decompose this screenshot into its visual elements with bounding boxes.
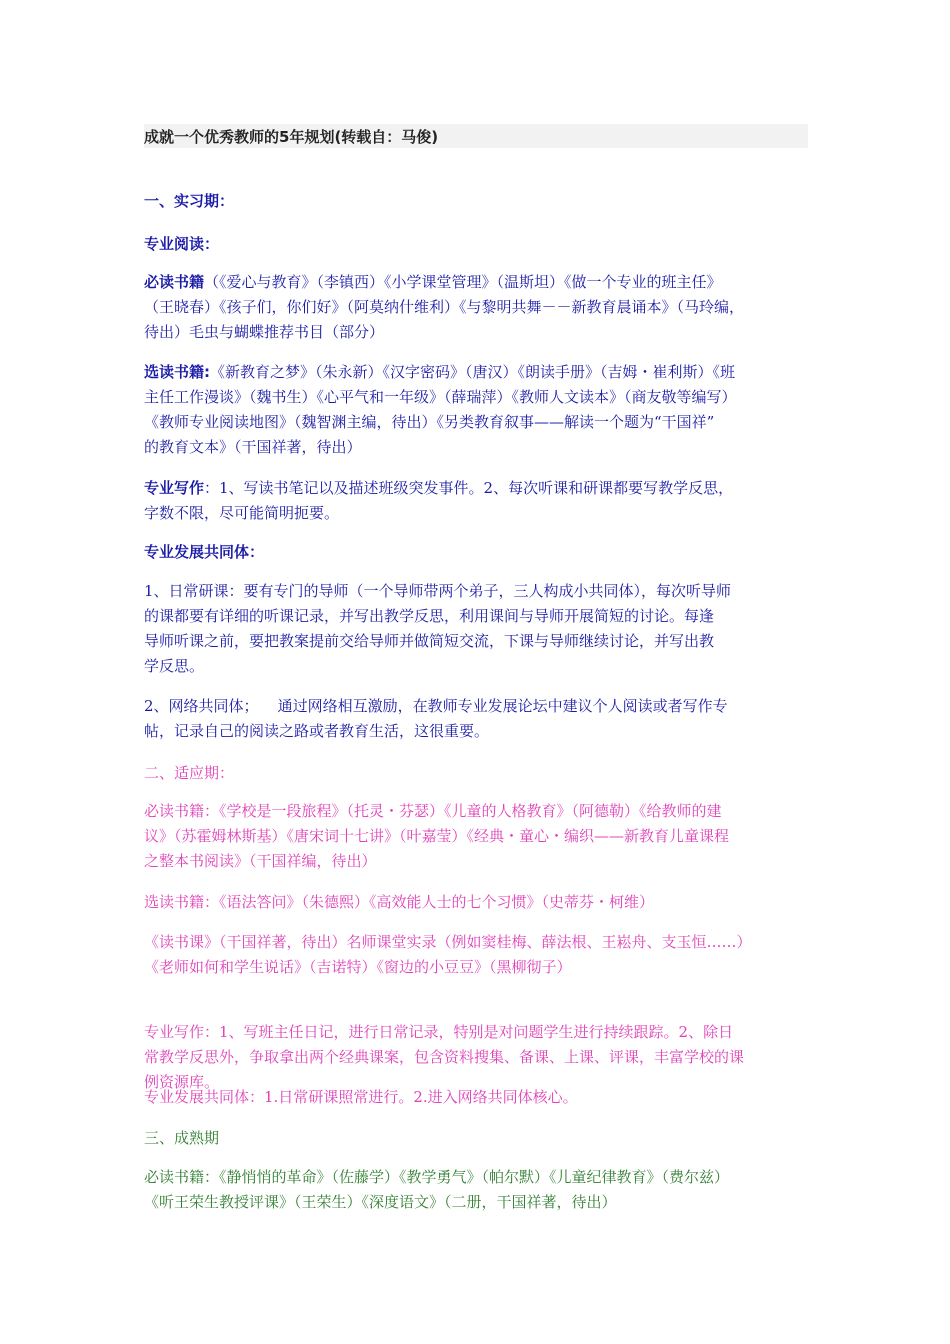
s1-community-2-line: 帖，记录自己的阅读之路或者教育生活，这很重要。 — [144, 722, 490, 740]
s1-community-1-line: 学反思。 — [144, 657, 205, 675]
page-title: 成就一个优秀教师的5年规划(转载自：马俊) — [144, 128, 439, 146]
s1-writing-line: ：1、写读书笔记以及描述班级突发事件。2、每次听课和研课都要写教学反思， — [204, 479, 734, 497]
s1-optional-line: 主任工作漫谈》（魏书生）《心平气和一年级》（薛瑞萍）《教师人文读本》（商友敬等编写） — [144, 388, 737, 406]
s2-writing-line: 专业写作：1、写班主任日记，进行日常记录，特别是对问题学生进行持续跟踪。2、除日 — [144, 1023, 734, 1041]
s1-writing-paragraph — [144, 476, 808, 526]
s3-required-line: 必读书籍：《静悄悄的革命》（佐藤学）《教学勇气》（帕尔默）《儿童纪律教育》（费尔兹） — [144, 1168, 730, 1186]
s1-optional-label: 选读书籍: — [144, 363, 210, 381]
s2-required-paragraph — [144, 799, 808, 874]
s2-writing-line: 例资源库。 — [144, 1073, 220, 1091]
s2-required-line: 之整本书阅读》（干国祥编，待出） — [144, 852, 377, 870]
s2-optional-line: 选读书籍：《语法答问》（朱德熙）《高效能人士的七个习惯》（史蒂芬・柯维） — [144, 893, 655, 911]
s2-optional-more-line: 《读书课》（干国祥著，待出）名师课堂实录（例如窦桂梅、薛法根、王崧舟、支玉恒……） — [144, 933, 752, 951]
s1-community-1-paragraph — [144, 579, 808, 679]
s1-community-1-line: 导师听课之前，要把教案提前交给导师并做简短交流，下课与导师继续讨论，并写出教 — [144, 632, 715, 650]
s2-writing-line: 常教学反思外，争取拿出两个经典课案，包含资料搜集、备课、上课、评课，丰富学校的课 — [144, 1048, 745, 1066]
s1-required-label: 必读书籍 — [144, 273, 205, 291]
s2-required-line: 必读书籍：《学校是一段旅程》（托灵・芬瑟）《儿童的人格教育》（阿德勒）《给教师的建 — [144, 802, 722, 820]
s1-community-2-paragraph — [144, 694, 808, 744]
s1-writing-line: 字数不限，尽可能简明扼要。 — [144, 504, 340, 522]
s1-reading-heading: 专业阅读： — [144, 235, 220, 253]
s2-optional-paragraph — [144, 890, 808, 915]
s1-community-heading: 专业发展共同体： — [144, 543, 265, 561]
s1-required-paragraph — [144, 270, 808, 345]
s2-community-paragraph: 专业发展共同体：1.日常研课照常进行。2.进入网络共同体核心。 — [144, 1088, 578, 1106]
s1-optional-paragraph — [144, 360, 808, 460]
s2-optional-more-paragraph — [144, 930, 808, 980]
s1-required-line: （王晓春）《孩子们，你们好》（阿莫纳什维利）《与黎明共舞－－新教育晨诵本》（马玲编， — [144, 298, 745, 316]
section-2-heading: 二、适应期： — [144, 764, 235, 782]
s1-community-1-line: 的课都要有详细的听课记录，并写出教学反思，利用课间与导师开展简短的讨论。每逢 — [144, 607, 715, 625]
s1-optional-line: 的教育文本》（干国祥著，待出） — [144, 438, 362, 456]
s2-optional-more-line: 《老师如何和学生说话》（吉诺特）《窗边的小豆豆》（黑柳彻子） — [144, 958, 572, 976]
s1-optional-line: 《教师专业阅读地图》（魏智渊主编，待出）《另类教育叙事——解读一个题为“干国祥” — [144, 413, 715, 431]
s3-required-paragraph — [144, 1165, 808, 1215]
s2-required-line: 议》（苏霍姆林斯基）《唐宋词十七讲》（叶嘉莹）《经典・童心・编织——新教育儿童课程 — [144, 827, 730, 845]
s1-required-line: （《爱心与教育》（李镇西）《小学课堂管理》（温斯坦）《做一个专业的班主任》 — [204, 273, 722, 291]
section-1-heading: 一、实习期： — [144, 192, 235, 210]
s2-writing-paragraph — [144, 1020, 808, 1095]
s1-community-1-line: 1、日常研课：要有专门的导师（一个导师带两个弟子，三人构成小共同体），每次听导师 — [144, 582, 732, 600]
section-3-heading: 三、成熟期 — [144, 1129, 220, 1147]
s1-required-line: 待出）毛虫与蝴蝶推荐书目（部分） — [144, 323, 385, 341]
s3-required-line: 《听王荣生教授评课》（王荣生）《深度语文》（二册，干国祥著，待出） — [144, 1193, 617, 1211]
s1-community-2-line: 2、网络共同体； 通过网络相互激励，在教师专业发展论坛中建议个人阅读或者写作专 — [144, 697, 728, 715]
s1-writing-label: 专业写作 — [144, 479, 205, 497]
s1-optional-line: 《新教育之梦》（朱永新）《汉字密码》（唐汉）《朗读手册》（吉姆・崔利斯）《班 — [210, 363, 736, 381]
